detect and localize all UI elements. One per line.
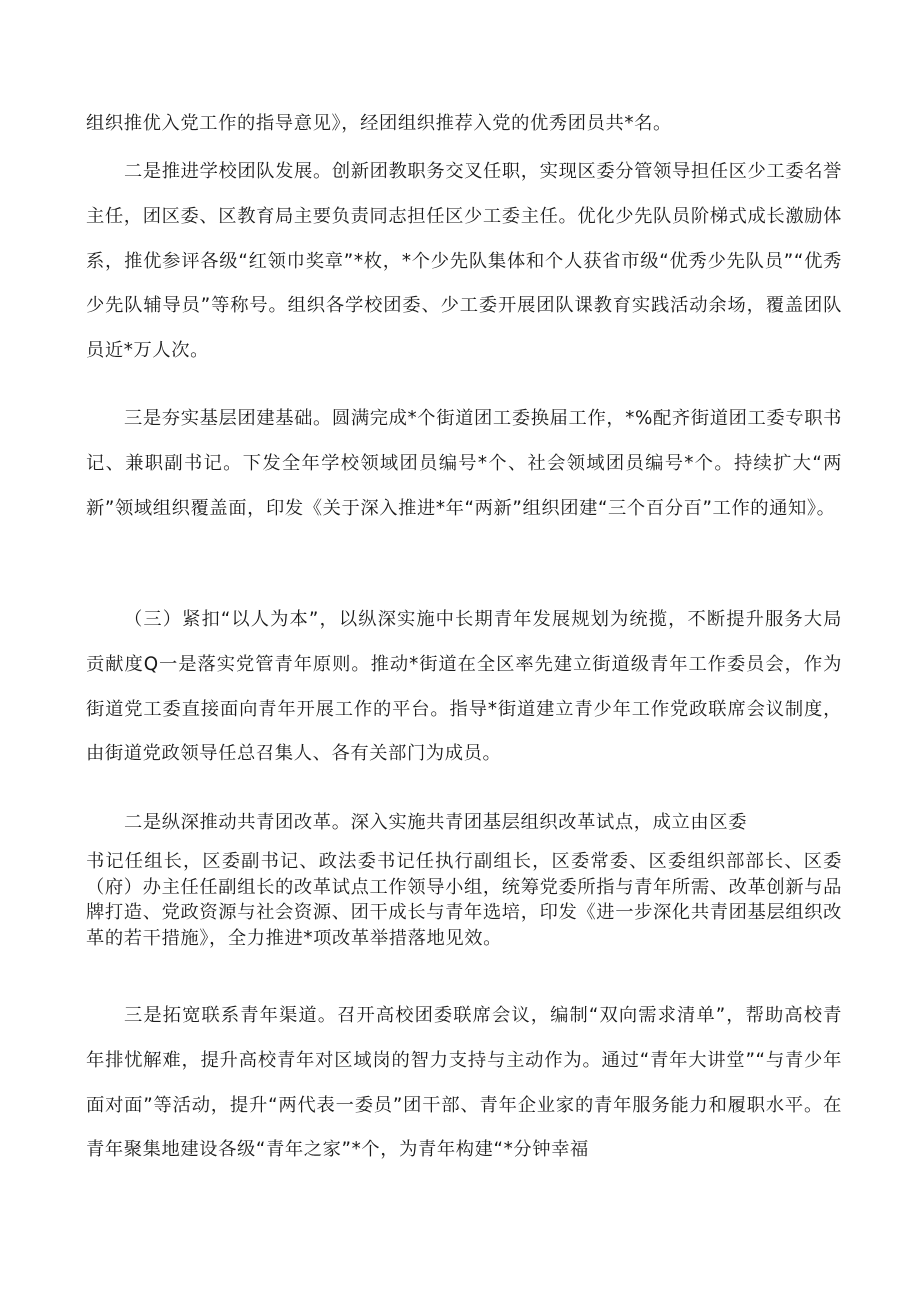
paragraph-youth-channels: 三是拓宽联系青年渠道。召开高校团委联席会议，编制“双向需求清单”，帮助高校青年排忧解难，提升高校青年对区域岗的智力支持与主动作为。通过“青年大讲堂”“与青少年面对面”等活动，提升“两代表一委员”团干部、青年企业家的青年服务能力和履职水平。在青年聚集地建设各级“青年之家”*个，为青年构建“*分钟幸福	[86, 1005, 842, 1161]
paragraph-league-reform-body: 书记任组长，区委副书记、政法委书记任执行副组长，区委常委、区委组织部部长、区委（府）办主任任副组长的改革试点工作领导小组，统筹党委所指与青年所需、改革创新与品牌打造、党政资源与社会资源、团干成长与青年选培，印发《进一步深化共青团基层组织改革的若干措施》，全力推进*项改革举措落地见效。	[86, 851, 842, 949]
paragraph-school-team-development: 二是推进学校团队发展。创新团教职务交叉任职，实现区委分管领导担任区少工委名誉主任，团区委、区教育局主要负责同志担任区少工委主任。优化少先队员阶梯式成长激励体系，推优参评各级“红领巾奖章”*枚，*个少先队集体和个人获省市级“优秀少先队员”“优秀少先队辅导员”等称号。组织各学校团委、少工委开展团队课教育实践活动余场，覆盖团队员近*万人次。	[86, 161, 842, 362]
paragraph-party-recommendation: 组织推优入党工作的指导意见》，经团组织推荐入党的优秀团员共*名。	[86, 113, 672, 134]
paragraph-people-centered: （三）紧扣“以人为本”，以纵深实施中长期青年发展规划为统揽，不断提升服务大局贡献度Q一是落实党管青年原则。推动*街道在全区率先建立街道级青年工作委员会，作为街道党工委直接面向青年开展工作的平台。指导*街道建立青少年工作党政联席会议制度，由街道党政领导任总召集人、各有关部门为成员。	[86, 609, 842, 765]
paragraph-grassroots-foundation: 三是夯实基层团建基础。圆满完成*个街道团工委换届工作，*%配齐街道团工委专职书记、兼职副书记。下发全年学校领域团员编号*个、社会领域团员编号*个。持续扩大“两新”领域组织覆盖面，印发《关于深入推进*年“两新”组织团建“三个百分百”工作的通知》。	[86, 408, 842, 519]
paragraph-league-reform-intro: 二是纵深推动共青团改革。深入实施共青团基层组织改革试点，成立由区委	[124, 812, 748, 833]
